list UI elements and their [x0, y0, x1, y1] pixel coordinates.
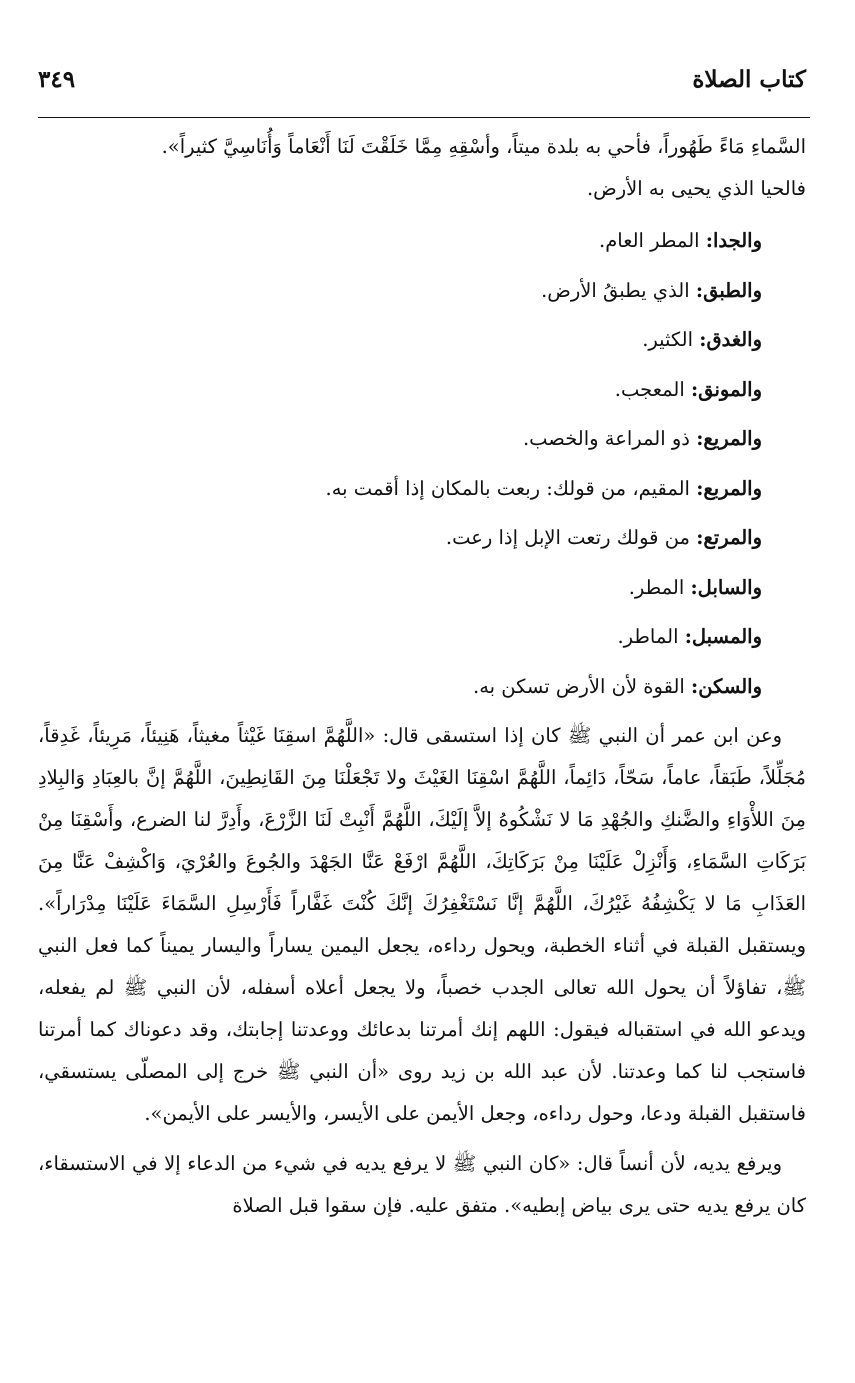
definition-term: والغدق: [699, 328, 762, 351]
definition-item [38, 563, 762, 613]
definitions-list [38, 216, 806, 711]
definition-item [38, 464, 762, 514]
definition-meaning: الذي يطبقُ الأرض. [541, 278, 690, 302]
definition-term: والمسبل: [684, 625, 762, 648]
header-rule [38, 117, 810, 118]
definition-item [38, 216, 762, 266]
page-body [38, 126, 806, 1227]
definition-meaning: الكثير. [642, 328, 694, 351]
definition-item [38, 662, 762, 712]
page-number: ٣٤٩ [38, 66, 76, 93]
definition-meaning: المعجب. [614, 377, 685, 401]
definition-item [38, 365, 762, 415]
definition-term: والجدا: [705, 229, 762, 252]
running-title: كتاب الصلاة [692, 66, 806, 93]
definition-meaning: المقيم، من قولك: ربعت بالمكان إذا أقمت به. [325, 476, 690, 500]
definition-item [38, 612, 762, 662]
definition-item [38, 315, 762, 365]
definition-meaning: المطر. [628, 575, 685, 599]
definition-meaning: من قولك رتعت الإبل إذا رعت. [445, 526, 690, 549]
intro-line-2: فالحيا الذي يحيى به الأرض. [586, 177, 806, 200]
page-header [38, 62, 806, 102]
definition-meaning: الماطر. [617, 625, 679, 648]
definition-meaning: ذو المراعة والخصب. [522, 427, 690, 450]
hadith-paragraph: وعن ابن عمر أن النبي ﷺ كان إذا استسقى قال: «اللَّهُمَّ اسقِنَا غَيْثاً مغيثاً، هَنِيئاً، مَرِيئاً، غَدِقاً، مُجَلِّلاً، طَبَقاً، عاماً، سَحّاً، دَائِماً، اللَّهُمَّ اسْقِنَا الغَيْثَ ولا تَجْعَلْنَا مِنَ القَانِطِينَ، اللَّهُمَّ إنَّ بالعِبَادِ وَالبِلادِ مِنَ اللأْوَاءِ والضَّنكِ والجُهْدِ مَا لا نَشْكُوهُ إلاَّ إلَيْكَ، اللَّهُمَّ أَنْبِتْ لَنَا الزَّرْعَ، وأَدِرَّ لنا الضرع، وأَسْقِنَا مِنْ بَرَكَاتِ السَّمَاءِ، وَأَنْزِلْ عَلَيْنَا مِنْ بَرَكَاتِكَ، اللَّهُمَّ ارْفَعْ عَنَّا الجَهْدَ والجُوعَ والعُرْيَ، وَاكْشِفْ عَنَّا مِنَ العَذَابِ مَا لا يَكْشِفُهُ غَيْرُكَ، اللَّهُمَّ إنَّا نَسْتَغْفِرُكَ إنَّكَ كُنْتَ غَفَّاراً فَأَرْسِلِ السَّمَاءَ عَلَيْنَا مِدْرَاراً». ويستقبل القبلة في أثناء الخطبة، ويحول رداءه، يجعل اليمين يساراً واليسار يميناً كما فعل النبي ﷺ، تفاؤلاً أن يحول الله تعالى الجدب خصباً، ولا يجعل أعلاه أسفله، لأن النبي ﷺ لم يفعله، ويدعو الله في استقباله فيقول: اللهم إنك أمرتنا بدعائك ووعدتنا إجابتك، وقد دعوناك كما أمرتنا فاستجب لنا كما وعدتنا. لأن عبد الله بن زيد روى «أن النبي ﷺ خرج إلى المصلّى يستسقي، فاستقبل القبلة ودعا، وحول رداءه، وجعل الأيمن على الأيسر، والأيسر على الأيمن». [38, 724, 806, 1125]
definition-term: والمونق: [690, 377, 762, 401]
definition-term: والمريع: [696, 427, 762, 450]
definition-term: والطبق: [695, 278, 762, 302]
closing-paragraph: ويرفع يديه، لأن أنساً قال: «كان النبي ﷺ لا يرفع يديه في شيء من الدعاء إلا في الاستسقاء، كان يرفع يديه حتى يرى بياض إبطيه». متفق عليه. فإن سقوا قبل الصلاة [38, 1152, 806, 1217]
definition-term: والسابل: [690, 575, 762, 599]
definition-term: والسكن: [691, 674, 762, 698]
definition-meaning: القوة لأن الأرض تسكن به. [473, 674, 685, 698]
definition-term: والمربع: [696, 476, 762, 500]
definition-meaning: المطر العام. [599, 229, 700, 252]
definition-item [38, 266, 762, 316]
intro-line-1: السَّماءِ مَاءً طَهُوراً، فأحي به بلدة ميتاً، وأسْقِهِ مِمَّا خَلَقْتَ لَنَا أَنْعَاماً وَأُنَاسِيَّ كثيراً». [161, 135, 806, 158]
definition-item [38, 513, 762, 563]
definition-item [38, 414, 762, 464]
definition-term: والمرتع: [696, 526, 762, 549]
